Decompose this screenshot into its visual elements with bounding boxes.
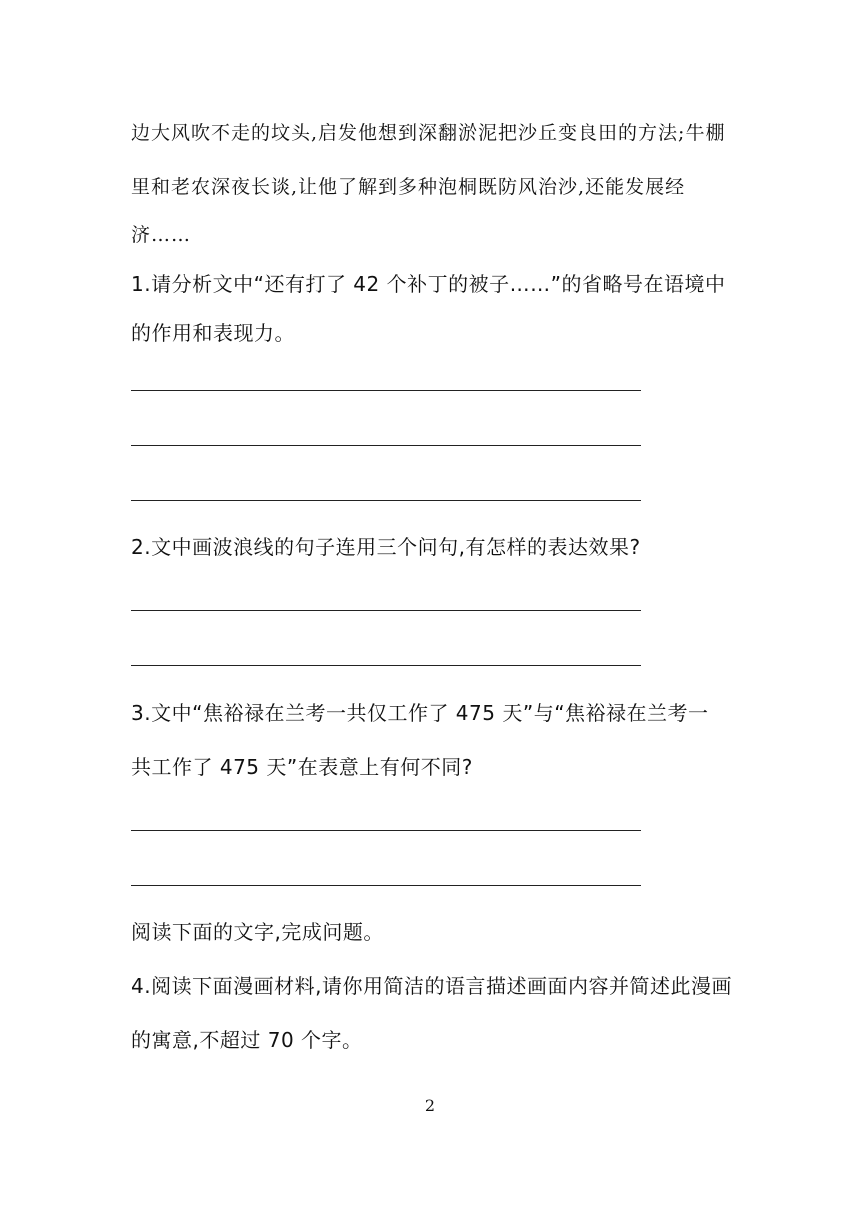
reading-instruction: 阅读下面的文字,完成问题。: [131, 920, 384, 944]
question-4-line-2: 的寓意,不超过 70 个字。: [131, 1028, 363, 1052]
answer-line[interactable]: [131, 665, 641, 666]
page-number: 2: [424, 1096, 436, 1115]
answer-line[interactable]: [131, 830, 641, 831]
passage-line-3: 济……: [131, 224, 192, 246]
question-4-line-1: 4.阅读下面漫画材料,请你用简洁的语言描述画面内容并简述此漫画: [131, 974, 732, 998]
answer-line[interactable]: [131, 885, 641, 886]
question-3-line-1: 3.文中“焦裕禄在兰考一共仅工作了 475 天”与“焦裕禄在兰考一: [131, 701, 709, 725]
answer-line[interactable]: [131, 445, 641, 446]
question-2-line-1: 2.文中画波浪线的句子连用三个问句,有怎样的表达效果?: [131, 535, 641, 559]
answer-line[interactable]: [131, 390, 641, 391]
question-1-line-1: 1.请分析文中“还有打了 42 个补丁的被子……”的省略号在语境中: [131, 272, 726, 296]
answer-line[interactable]: [131, 610, 641, 611]
question-1-line-2: 的作用和表现力。: [131, 321, 295, 345]
question-3-line-2: 共工作了 475 天”在表意上有何不同?: [131, 755, 473, 779]
passage-line-1: 边大风吹不走的坟头,启发他想到深翻淤泥把沙丘变良田的方法;牛棚: [131, 122, 726, 144]
passage-line-2: 里和老农深夜长谈,让他了解到多种泡桐既防风治沙,还能发展经: [131, 176, 686, 198]
answer-line[interactable]: [131, 500, 641, 501]
